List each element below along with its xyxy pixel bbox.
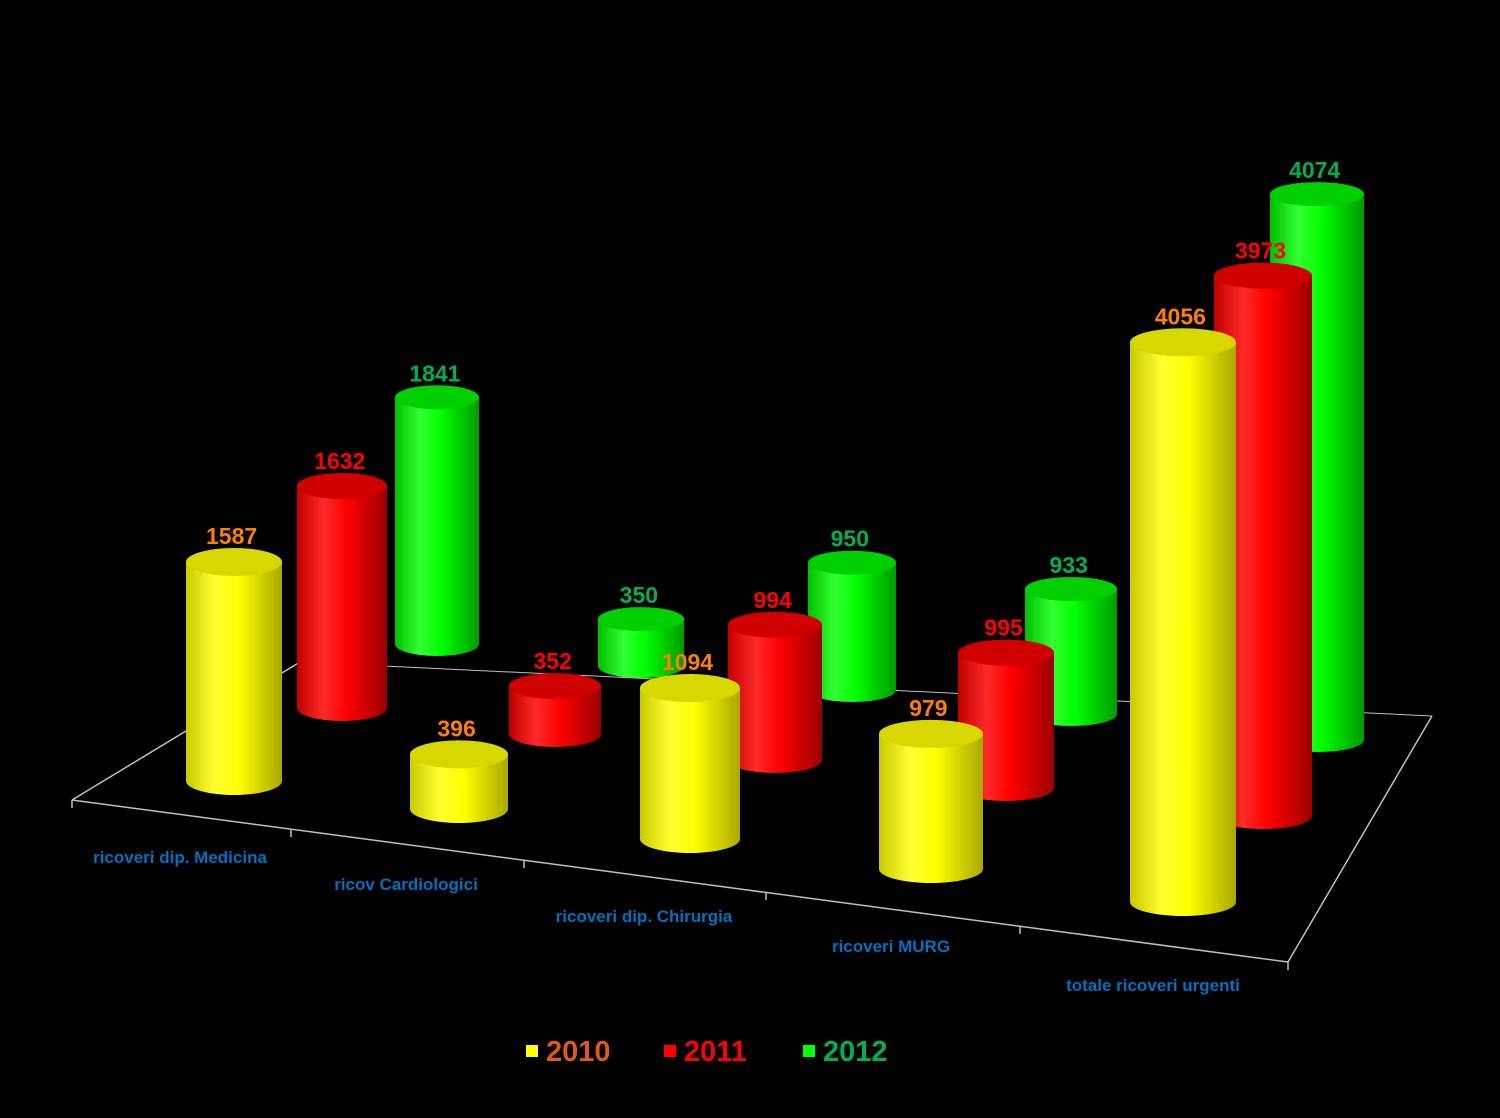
bar-body xyxy=(395,397,479,656)
data-label: 4074 xyxy=(1289,157,1341,184)
data-label: 352 xyxy=(533,648,572,675)
data-label: 950 xyxy=(830,525,869,552)
bar-top xyxy=(297,473,387,499)
data-label: 396 xyxy=(437,715,476,742)
data-label: 933 xyxy=(1049,551,1088,578)
bar-top xyxy=(186,548,282,576)
data-label: 1094 xyxy=(661,649,714,676)
legend-swatch xyxy=(803,1045,815,1057)
data-label: 1632 xyxy=(314,448,366,475)
legend-label: 2012 xyxy=(823,1036,888,1068)
bar-body xyxy=(640,688,740,853)
bar xyxy=(186,548,282,795)
bar-top xyxy=(808,551,896,575)
data-label: 4056 xyxy=(1154,303,1206,330)
legend-item xyxy=(664,1036,747,1068)
bar-top xyxy=(958,640,1054,666)
bar xyxy=(728,612,822,773)
category-label: ricoveri MURG xyxy=(831,937,951,956)
bar-top xyxy=(1270,182,1364,206)
data-label: 994 xyxy=(753,586,792,613)
bar-top xyxy=(1214,263,1312,289)
bar-top xyxy=(1130,328,1236,356)
data-label: 979 xyxy=(909,694,948,721)
category-label: ricoveri dip. Medicina xyxy=(93,848,267,867)
data-label: 3973 xyxy=(1234,237,1287,264)
bar-top xyxy=(728,612,822,638)
bar xyxy=(297,473,387,721)
bar xyxy=(509,673,601,747)
legend-label: 2010 xyxy=(546,1036,611,1068)
legend-label: 2011 xyxy=(684,1036,747,1068)
bar-body xyxy=(879,734,983,883)
legend-item xyxy=(526,1036,611,1068)
data-label: 995 xyxy=(984,614,1023,641)
bar-body xyxy=(728,625,822,773)
data-label: 1587 xyxy=(206,522,258,549)
legend-swatch xyxy=(526,1045,538,1057)
legend-swatch xyxy=(664,1045,676,1057)
bar-top xyxy=(879,720,983,748)
bar-body xyxy=(186,562,282,795)
legend xyxy=(526,1036,888,1068)
bar-body xyxy=(297,486,387,721)
category-label: totale ricoveri urgenti xyxy=(1066,976,1240,995)
bar xyxy=(640,674,740,853)
bar-top xyxy=(1025,577,1117,601)
bar-top xyxy=(509,673,601,699)
bar-top xyxy=(410,740,508,768)
bar xyxy=(395,385,479,656)
bar xyxy=(879,720,983,883)
bar xyxy=(1130,328,1236,916)
category-label: ricov Cardiologici xyxy=(334,875,478,894)
category-label: ricoveri dip. Chirurgia xyxy=(555,907,733,926)
bar-top xyxy=(598,607,684,631)
bar-top xyxy=(395,385,479,409)
bar-top xyxy=(640,674,740,702)
data-label: 1841 xyxy=(409,360,461,387)
bar xyxy=(410,740,508,823)
bar-body xyxy=(1130,342,1236,916)
legend-item xyxy=(803,1036,888,1068)
data-label: 350 xyxy=(619,582,659,609)
